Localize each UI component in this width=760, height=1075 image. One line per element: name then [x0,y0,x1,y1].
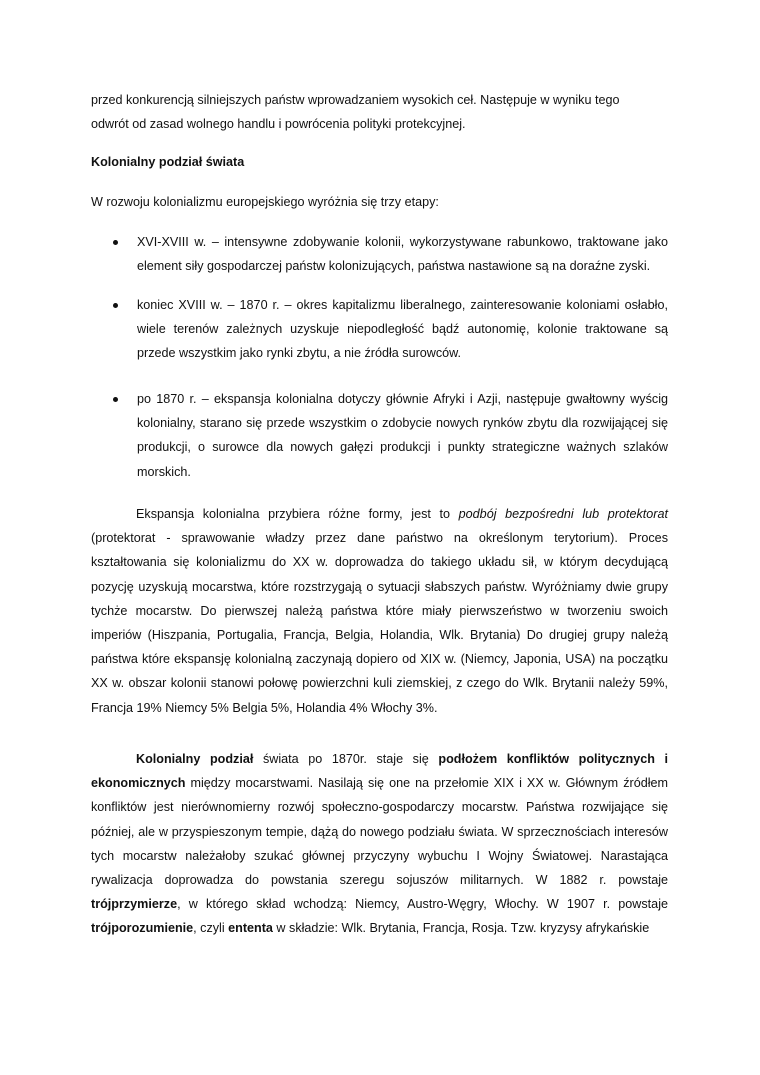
list-item-text: XVI-XVIII w. – intensywne zdobywanie kolonii, wykorzystywane rabunkowo, traktowane jako element siły gospodarczej państw kolonizujących, państwa nastawione są na doraźne zyski. [137,235,668,274]
paragraph-conflicts-text-2: między mocarstwami. Nasilają się one na przełomie XIX i XX w. Głównym źródłem konfliktów jest nierównomierny rozwój społeczno-gospodarczy mocarstw. Państwa rozwijające się później, ale w przyspieszonym tempie, dążą do nowego podziału świata. W sprzecznościach interesów tych mocarstw należałoby szukać głównej przyczyny wybuchu I Wojny Światowej. Narastająca rywalizacja doprowadza do powstania szeregu sojuszów militarnych. W 1882 r. powstaje [91,776,668,888]
paragraph-conflicts-text-5: w składzie: Wlk. Brytania, Francja, Rosja. Tzw. kryzysy afrykańskie [272,921,650,936]
lead-paragraph: W rozwoju kolonializmu europejskiego wyróżnia się trzy etapy: [91,195,439,209]
paragraph-expansion-text-b: (protektorat - sprawowanie władzy przez dane państwo na określonym terytorium). Proces kształtowania się kolonializmu do XX w. doprowadza do takiego układu sił, w którym decydującą pozycję uzyskują mocarstwa, które rozstrzygają o sytuacji słabszych państw. Wyróżniamy dwie grupy tychże mocarstw. Do pierwszej należą państwa które miały pierwszeństwo w tworzeniu swoich imperiów (Hiszpania, Portugalia, Francja, Belgia, Holandia, Wlk. Brytania) Do drugiej grupy należą państwa które ekspansję kolonialną zaczynają dopiero od XIX w. (Niemcy, Japonia, USA) na początku XX w. obszar kolonii stanowi połowę powierzchni kuli ziemskiej, z czego do Wlk. Brytanii należy 59%, Francja 19% Niemcy 5% Belgia 5%, Holandia 4% Włochy 3%. [91,531,668,715]
paragraph-conflicts-bold-4: trójporozumienie [91,921,194,936]
list-item-text: po 1870 r. – ekspansja kolonialna dotyczy głównie Afryki i Azji, następuje gwałtowny wyścig kolonialny, starano się przede wszystkim o zdobycie nowych rynków zbytu dla rozwijającej się produkcji, o surowce dla nowych gałęzi produkcji i punkty strategiczne ważnych szlaków morskich. [137,392,668,479]
paragraph-conflicts-bold-5: ententa [228,921,273,936]
paragraph-expansion-text-a: Ekspansja kolonialna przybiera różne formy, jest to [136,507,459,521]
paragraph-conflicts-bold-1: Kolonialny podział [136,752,254,766]
intro-line-1: przed konkurencją silniejszych państw wprowadzaniem wysokich ceł. Następuje w wyniku tego [91,93,620,107]
intro-paragraph [91,88,668,136]
paragraph-conflicts-text-1: świata po 1870r. staje się [253,752,439,766]
paragraph-conflicts [91,747,668,941]
paragraph-conflicts-bold-2: podłożem konfliktów politycznych i ekonomicznych [91,752,669,791]
intro-line-2: odwrót od zasad wolnego handlu i powrócenia polityki protekcyjnej. [91,117,466,132]
paragraph-conflicts-text-4: , czyli [193,921,229,936]
list-item [137,387,668,484]
list-item-text: koniec XVIII w. – 1870 r. – okres kapitalizmu liberalnego, zainteresowanie koloniami osłabło, wiele terenów zależnych uzyskuje niepodległość bądź autonomię, kolonie traktowane są przede wszystkim jako rynki zbytu, a nie źródła surowców. [137,298,668,361]
section-heading: Kolonialny podział świata [91,155,245,169]
paragraph-conflicts-bold-3: trójprzymierze [91,897,178,912]
paragraph-expansion-italic: podbój bezpośredni lub protektorat [458,507,668,521]
bullet-icon [113,240,118,245]
list-item [137,293,668,366]
bullet-icon [113,397,118,402]
bullet-icon [113,303,118,308]
list-item [137,230,668,278]
paragraph-conflicts-text-3: , w którego skład wchodzą: Niemcy, Austro-Węgry, Włochy. W 1907 r. powstaje [177,897,668,912]
paragraph-expansion [91,502,668,720]
